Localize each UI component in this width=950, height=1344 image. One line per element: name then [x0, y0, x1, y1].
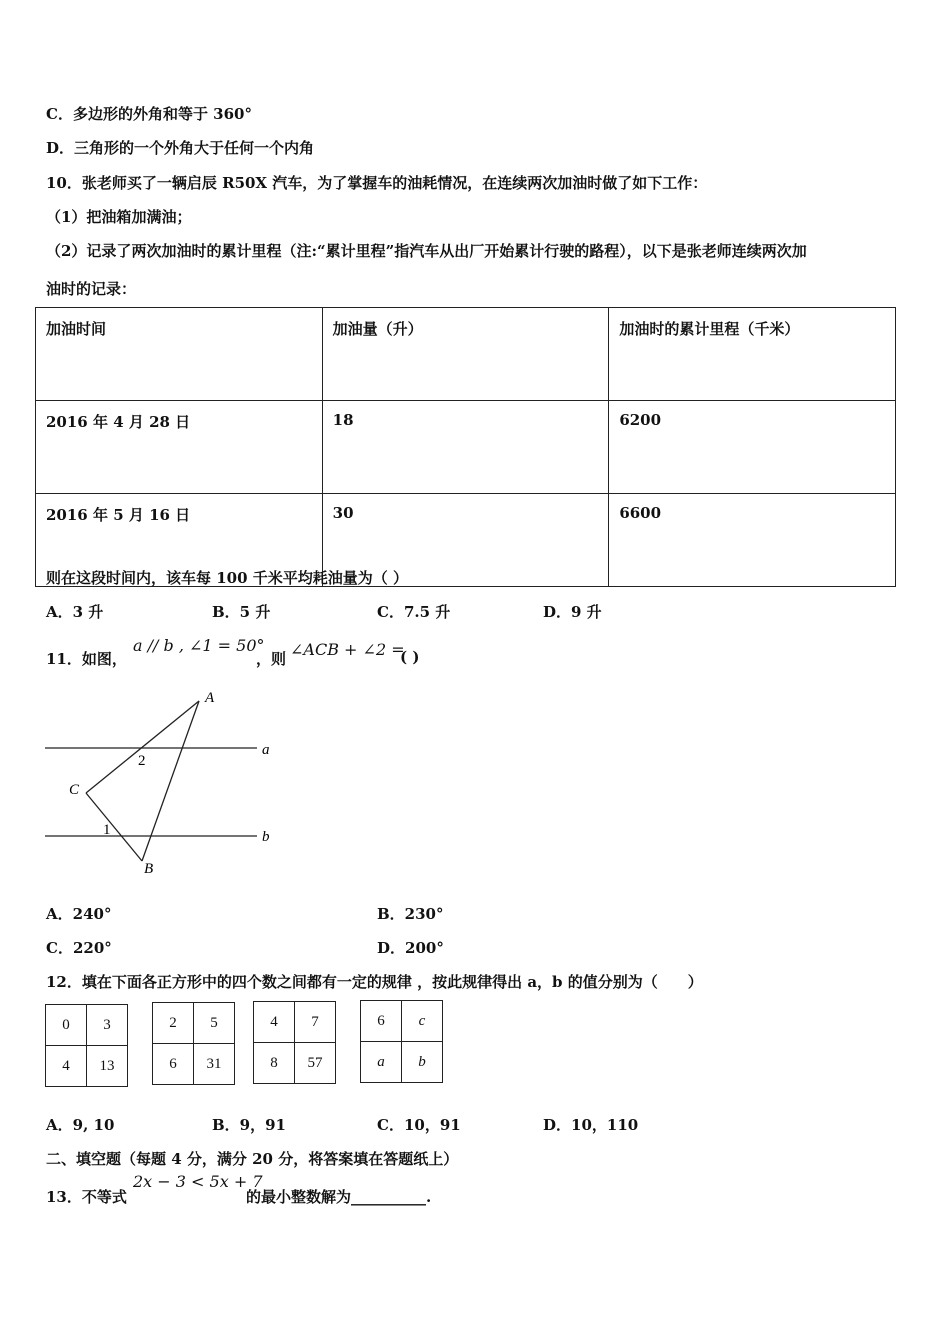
q9-option-c: C．多边形的外角和等于 360° [46, 105, 252, 123]
q11-option-b: B．230° [377, 905, 444, 923]
number-square-3 [253, 1001, 336, 1084]
square-cell: a [361, 1042, 402, 1083]
square-cell: 0 [46, 1005, 87, 1046]
label-point-b: B [144, 861, 154, 877]
q12-option-c: C．10，91 [377, 1116, 461, 1134]
label-angle-1: 1 [103, 822, 111, 838]
square-cell: 3 [87, 1005, 128, 1046]
q10-step1: （1）把油箱加满油； [46, 208, 192, 226]
q11-suffix: ( ) [400, 648, 420, 666]
label-line-b: b [262, 829, 270, 845]
table-cell: 6600 [609, 494, 896, 587]
q10-step2-line2: 油时的记录： [46, 280, 137, 298]
q10-option-d: D．9 升 [543, 603, 602, 621]
q12-option-a: A．9, 10 [46, 1116, 115, 1134]
q13-suffix: 的最小整数解为__________. [246, 1188, 432, 1206]
q10-step2-line1: （2）记录了两次加油时的累计里程（注:“累计里程”指汽车从出厂开始累计行驶的路程），以下是张老师连续两次加 [46, 242, 807, 260]
square-cell: 6 [361, 1001, 402, 1042]
number-square-4 [360, 1000, 443, 1083]
square-cell: b [402, 1042, 443, 1083]
q10-stem: 10．张老师买了一辆启辰 R50X 汽车，为了掌握车的油耗情况，在连续两次加油时做了如下工作： [46, 174, 708, 192]
square-cell: 7 [295, 1002, 336, 1043]
table-header: 加油时间 [36, 308, 323, 401]
table-header: 加油量（升） [322, 308, 609, 401]
q9-option-d: D．三角形的一个外角大于任何一个内角 [46, 139, 315, 157]
square-cell: 13 [87, 1046, 128, 1087]
table-cell: 6200 [609, 401, 896, 494]
q11-option-c: C．220° [46, 939, 112, 957]
label-point-c: C [69, 782, 80, 798]
q11-prefix: 11．如图， [46, 650, 127, 668]
q13-prefix: 13．不等式 [46, 1188, 127, 1206]
square-cell: 6 [153, 1044, 194, 1085]
table-row [36, 401, 896, 494]
fuel-record-table [35, 307, 896, 587]
table-cell: 2016 年 4 月 28 日 [36, 401, 323, 494]
q12-stem: 12．填在下面各正方形中的四个数之间都有一定的规律 ，按此规律得出 a，b 的值分别为（ ） [46, 973, 703, 991]
segment-cb [86, 793, 142, 861]
square-cell: 57 [295, 1043, 336, 1084]
q13-inequality: 2x − 3 < 5x + 7 [133, 1172, 263, 1191]
square-cell: 2 [153, 1003, 194, 1044]
parallel-lines-figure [40, 685, 290, 880]
table-header: 加油时的累计里程（千米） [609, 308, 896, 401]
number-square-1 [45, 1004, 128, 1087]
number-square-2 [152, 1002, 235, 1085]
section2-title: 二、填空题（每题 4 分，满分 20 分，将答案填在答题纸上） [46, 1150, 459, 1168]
label-point-a: A [205, 690, 215, 706]
q11-option-d: D．200° [377, 939, 444, 957]
square-cell: 4 [254, 1002, 295, 1043]
table-cell: 18 [322, 401, 609, 494]
q10-question: 则在这段时间内，该车每 100 千米平均耗油量为（ ） [46, 569, 408, 587]
square-cell: 8 [254, 1043, 295, 1084]
label-angle-2: 2 [138, 753, 146, 769]
q11-option-a: A．240° [46, 905, 112, 923]
q12-option-d: D．10，110 [543, 1116, 639, 1134]
square-cell: 31 [194, 1044, 235, 1085]
table-cell: 30 [322, 494, 609, 587]
q12-option-b: B．9，91 [212, 1116, 286, 1134]
label-line-a: a [262, 742, 270, 758]
q10-option-c: C．7.5 升 [377, 603, 451, 621]
q11-expression: ∠ACB + ∠2 = [290, 640, 405, 659]
q11-condition: a // b , ∠1 = 50° [133, 636, 265, 655]
square-cell: 4 [46, 1046, 87, 1087]
square-cell: c [402, 1001, 443, 1042]
square-cell: 5 [194, 1003, 235, 1044]
table-header-row [36, 308, 896, 401]
q10-option-a: A．3 升 [46, 603, 104, 621]
q11-middle: ，则 [256, 650, 287, 668]
q10-option-b: B．5 升 [212, 603, 271, 621]
table-cell: 2016 年 5 月 16 日 [36, 494, 323, 587]
